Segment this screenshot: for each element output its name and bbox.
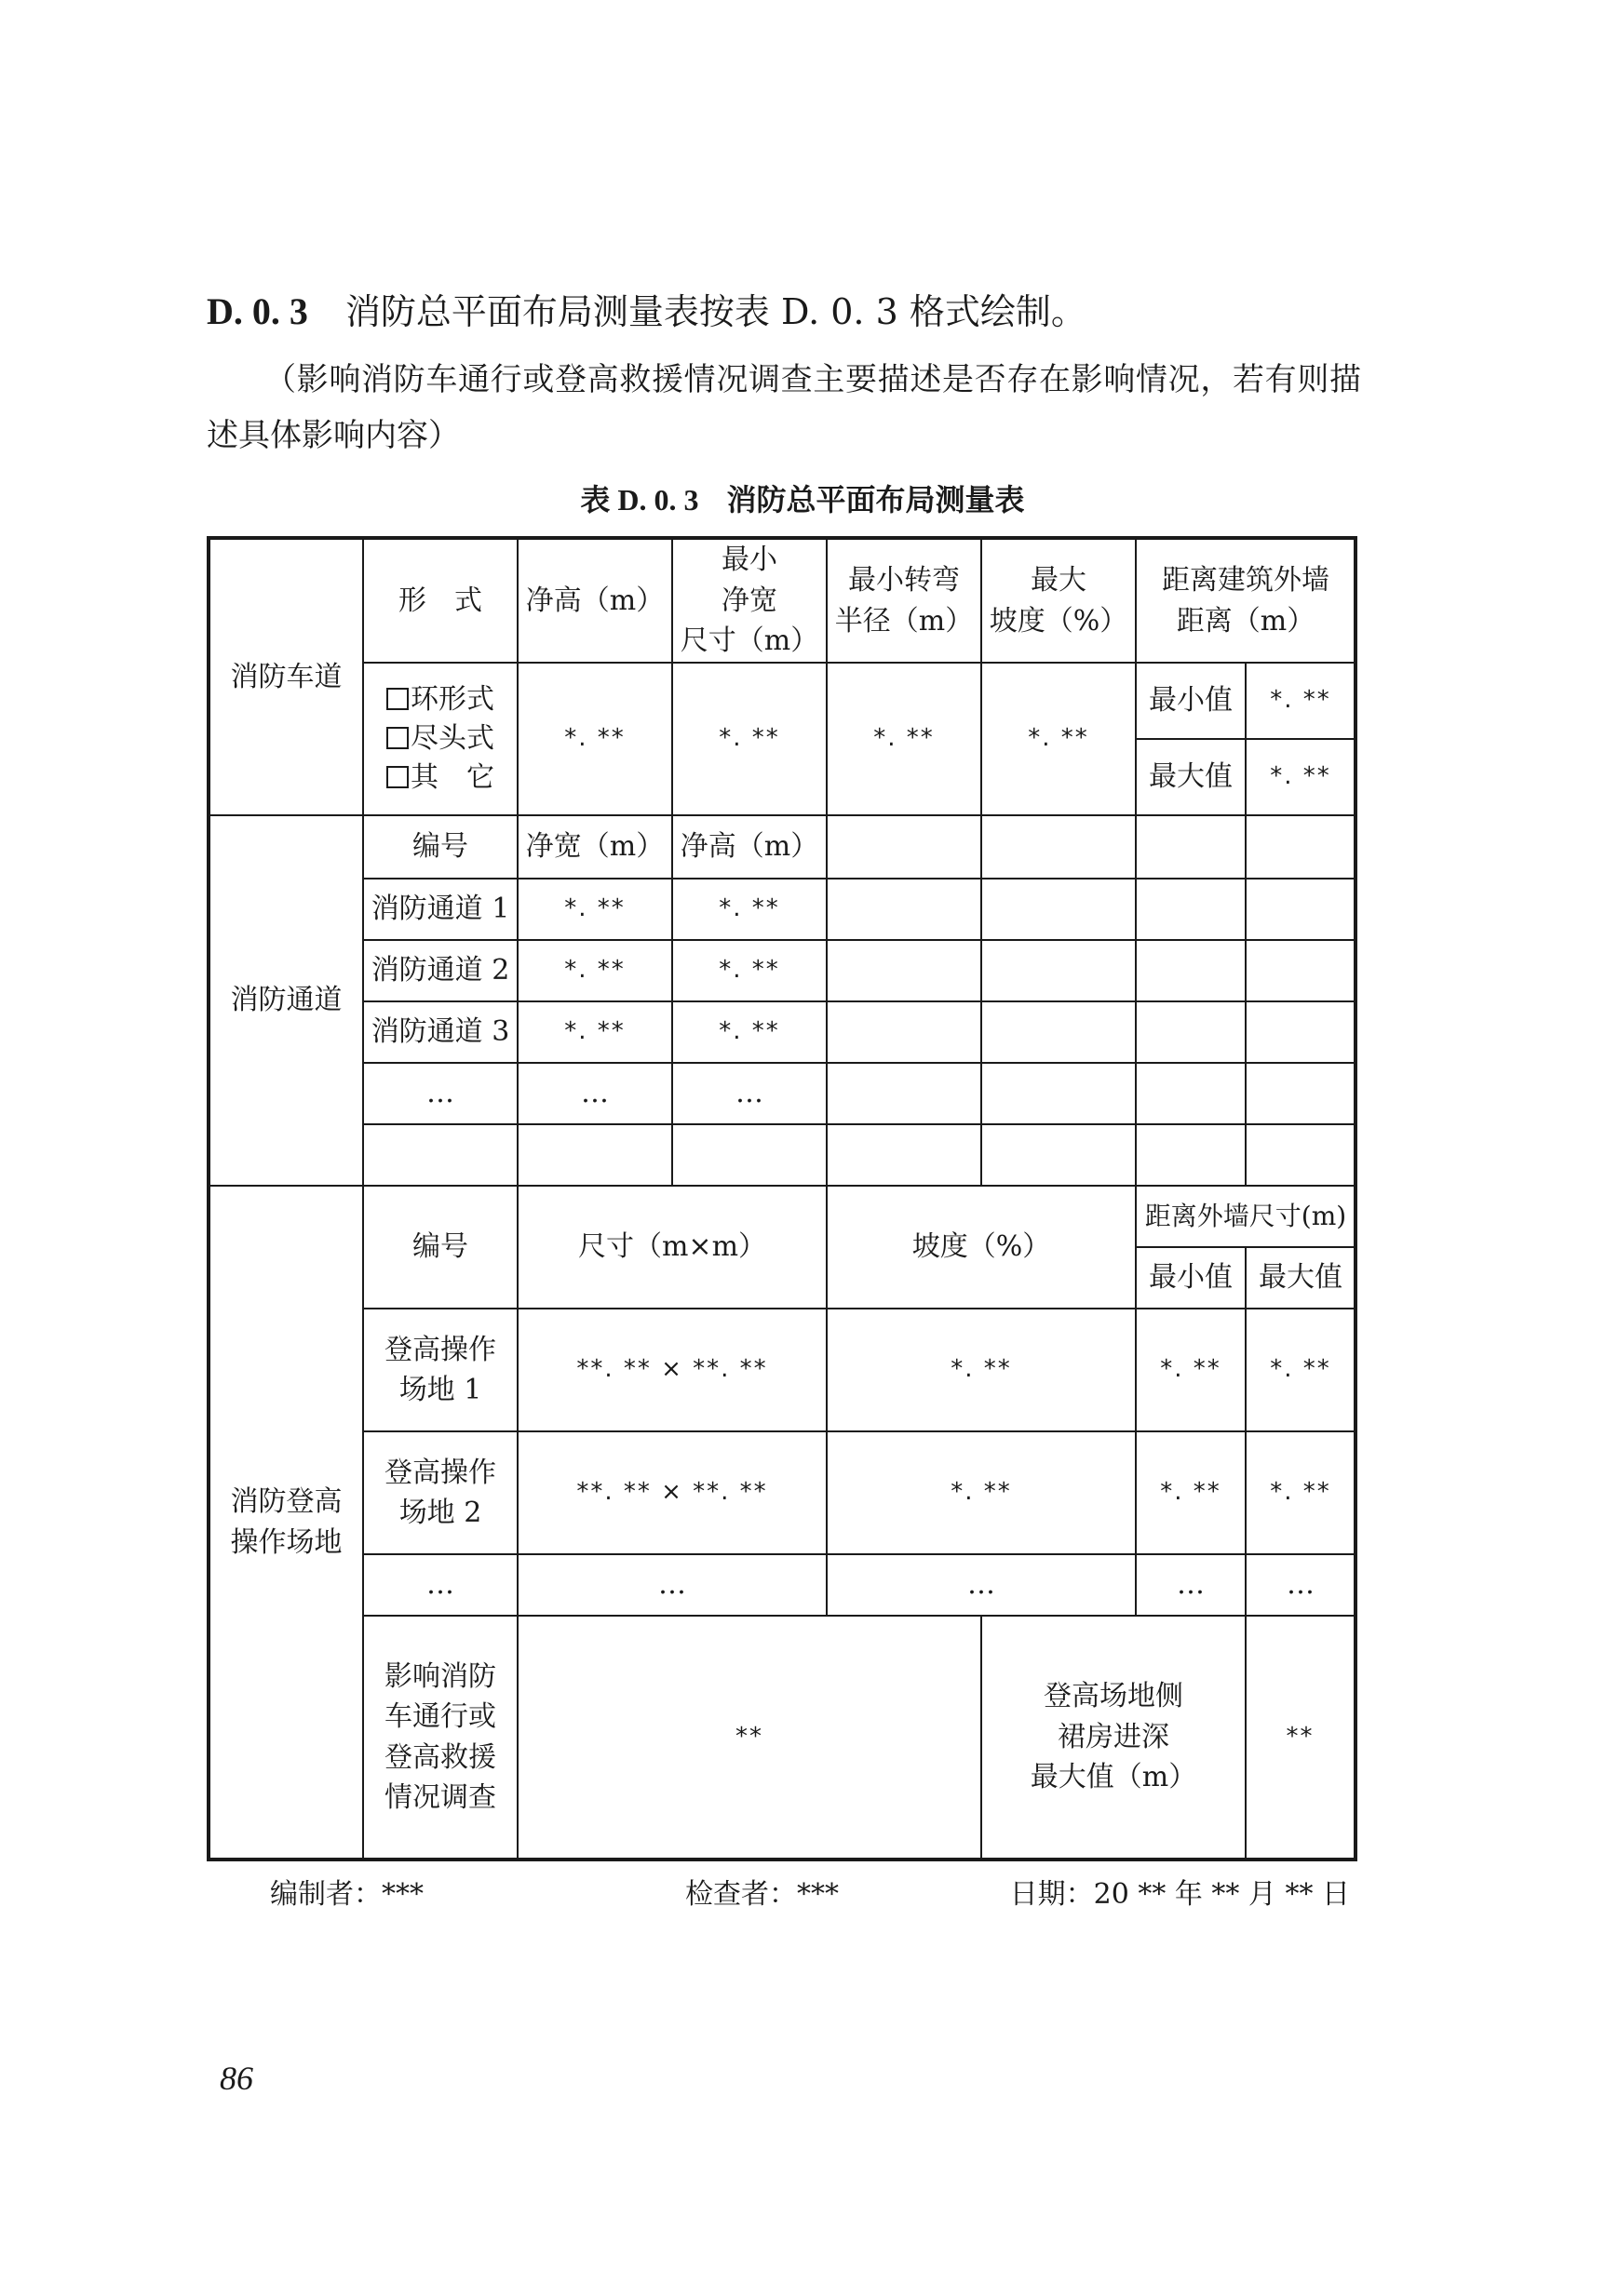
site-header-wall-distance: 距离外墙尺寸(m) — [1136, 1186, 1355, 1247]
header-wall-distance-line1: 距离建筑外墙 — [1162, 564, 1329, 597]
empty-cell — [1246, 940, 1355, 1001]
site-ellipsis: … — [1136, 1554, 1246, 1616]
empty-cell — [518, 1124, 672, 1186]
site-header-id: 编号 — [363, 1186, 518, 1309]
header-min-width-line1: 最小 — [722, 544, 777, 577]
site-id-line1: 登高操作 — [384, 1456, 496, 1489]
empty-cell — [981, 940, 1136, 1001]
empty-cell — [827, 815, 981, 879]
site-slope: *. ** — [827, 1431, 1136, 1554]
header-min-width — [672, 538, 827, 663]
table-row — [209, 1554, 1355, 1616]
survey-label — [363, 1616, 518, 1860]
site-section-line1: 消防登高 — [230, 1485, 343, 1518]
header-clear-height: 净高（m） — [518, 538, 672, 663]
empty-cell — [1246, 1124, 1355, 1186]
passage-section-label: 消防通道 — [209, 815, 363, 1186]
fire-lane-max-label: 最大值 — [1136, 739, 1246, 815]
checkbox-icon — [386, 727, 409, 749]
site-max: *. ** — [1246, 1309, 1355, 1431]
podium-depth-label-line1: 登高场地侧 — [1044, 1680, 1183, 1713]
site-min: *. ** — [1136, 1431, 1246, 1554]
fire-lane-min-width-value: *. ** — [672, 663, 827, 815]
header-max-slope — [981, 538, 1136, 663]
site-ellipsis: … — [827, 1554, 1136, 1616]
site-min: *. ** — [1136, 1309, 1246, 1431]
empty-cell — [1136, 879, 1246, 940]
header-max-slope-line1: 最大 — [1031, 564, 1086, 597]
empty-cell — [1246, 879, 1355, 940]
header-max-slope-line2: 坡度（%） — [989, 604, 1128, 638]
empty-cell — [1136, 1124, 1246, 1186]
table-row — [209, 1431, 1355, 1554]
empty-cell — [827, 1001, 981, 1063]
header-turn-radius — [827, 538, 981, 663]
podium-depth-label-line3: 最大值（m） — [1030, 1761, 1197, 1794]
survey-table — [207, 536, 1357, 1861]
survey-label-line4: 情况调查 — [384, 1781, 496, 1814]
passage-ellipsis: … — [672, 1063, 827, 1124]
option-other-label: 其 它 — [411, 761, 494, 794]
fire-lane-section-text: 消防车道 — [230, 660, 343, 693]
passage-height: *. ** — [672, 1001, 827, 1063]
passage-height: *. ** — [672, 940, 827, 1001]
checkbox-icon — [386, 688, 409, 710]
clause-text: 消防总平面布局测量表按表 D. 0. 3 格式绘制。 — [344, 291, 1086, 332]
site-header-row-1 — [209, 1186, 1355, 1247]
table-row — [209, 1001, 1355, 1063]
survey-row — [209, 1616, 1355, 1860]
option-ring-label: 环形式 — [411, 683, 494, 716]
passage-id: 消防通道 1 — [363, 879, 518, 940]
passage-height: *. ** — [672, 879, 827, 940]
table-row — [209, 1063, 1355, 1124]
site-header-max: 最大值 — [1246, 1247, 1355, 1309]
site-id-line2: 场地 1 — [398, 1374, 482, 1406]
survey-value: ** — [518, 1616, 981, 1860]
site-id — [363, 1431, 518, 1554]
empty-cell — [981, 1063, 1136, 1124]
empty-cell — [1136, 940, 1246, 1001]
empty-cell — [981, 1001, 1136, 1063]
footer-checker: 检查者：*** — [685, 1878, 839, 1911]
header-min-width-line3: 尺寸（m） — [680, 624, 819, 658]
site-header-slope: 坡度（%） — [827, 1186, 1136, 1309]
empty-cell — [1136, 815, 1246, 879]
fire-lane-slope-value: *. ** — [981, 663, 1136, 815]
fire-lane-min-value: *. ** — [1246, 663, 1355, 739]
passage-id: 消防通道 2 — [363, 940, 518, 1001]
site-section-label — [209, 1186, 363, 1860]
passage-ellipsis: … — [518, 1063, 672, 1124]
site-max: *. ** — [1246, 1431, 1355, 1554]
clause-note: （影响消防车通行或登高救援情况调查主要描述是否存在影响情况，若有则描述具体影响内容） — [207, 361, 1361, 454]
header-turn-radius-line1: 最小转弯 — [848, 564, 960, 597]
passage-header-width: 净宽（m） — [518, 815, 672, 879]
table-row — [209, 940, 1355, 1001]
header-form: 形 式 — [363, 538, 518, 663]
checkbox-icon — [386, 766, 409, 788]
site-id-line2: 场地 2 — [398, 1497, 482, 1529]
clause-heading — [207, 283, 1417, 334]
passage-ellipsis: … — [363, 1063, 518, 1124]
passage-width: *. ** — [518, 879, 672, 940]
table-caption-number: 表 D. 0. 3 — [580, 483, 699, 517]
empty-cell — [1136, 1001, 1246, 1063]
option-dead-end — [368, 719, 513, 759]
option-ring — [368, 680, 513, 719]
clause-number: D. 0. 3 — [207, 290, 308, 332]
site-size: **. ** × **. ** — [518, 1431, 827, 1554]
header-min-width-line2: 净宽 — [722, 584, 777, 617]
passage-width: *. ** — [518, 1001, 672, 1063]
fire-lane-min-row — [209, 663, 1355, 739]
empty-cell — [1246, 815, 1355, 879]
empty-cell — [1136, 1063, 1246, 1124]
option-dead-end-label: 尽头式 — [411, 722, 494, 755]
passage-header-height: 净高（m） — [672, 815, 827, 879]
site-section-line2: 操作场地 — [230, 1525, 343, 1559]
option-other — [368, 759, 513, 798]
table-row — [209, 1124, 1355, 1186]
footer-date: 日期：20 ** 年 ** 月 ** 日 — [1009, 1878, 1350, 1911]
empty-cell — [827, 879, 981, 940]
site-ellipsis: … — [518, 1554, 827, 1616]
fire-lane-max-value: *. ** — [1246, 739, 1355, 815]
site-id-line1: 登高操作 — [384, 1333, 496, 1366]
podium-depth-value: ** — [1246, 1616, 1355, 1860]
empty-cell — [827, 1124, 981, 1186]
fire-lane-header-row — [209, 538, 1355, 663]
fire-lane-min-label: 最小值 — [1136, 663, 1246, 739]
empty-cell — [981, 879, 1136, 940]
site-ellipsis: … — [363, 1554, 518, 1616]
passage-id: 消防通道 3 — [363, 1001, 518, 1063]
site-size: **. ** × **. ** — [518, 1309, 827, 1431]
site-header-min: 最小值 — [1136, 1247, 1246, 1309]
survey-label-line3: 登高救援 — [384, 1740, 496, 1774]
podium-depth-label-line2: 裙房进深 — [1058, 1720, 1169, 1753]
empty-cell — [827, 1063, 981, 1124]
table-caption-title: 消防总平面布局测量表 — [726, 482, 1025, 517]
empty-cell — [1246, 1063, 1355, 1124]
empty-cell — [672, 1124, 827, 1186]
empty-cell — [363, 1124, 518, 1186]
footer-author: 编制者：*** — [270, 1878, 424, 1911]
empty-cell — [1246, 1001, 1355, 1063]
table-row — [209, 879, 1355, 940]
passage-header-id: 编号 — [363, 815, 518, 879]
site-slope: *. ** — [827, 1309, 1136, 1431]
survey-label-line2: 车通行或 — [384, 1700, 496, 1733]
site-ellipsis: … — [1246, 1554, 1355, 1616]
table-caption — [0, 477, 1605, 519]
podium-depth-label — [981, 1616, 1246, 1860]
fire-lane-turn-radius-value: *. ** — [827, 663, 981, 815]
fire-lane-clear-height-value: *. ** — [518, 663, 672, 815]
site-id — [363, 1309, 518, 1431]
header-wall-distance — [1136, 538, 1355, 663]
page-number: 86 — [220, 2060, 253, 2097]
passage-width: *. ** — [518, 940, 672, 1001]
survey-label-line1: 影响消防 — [384, 1659, 496, 1693]
empty-cell — [827, 940, 981, 1001]
empty-cell — [981, 1124, 1136, 1186]
table-row — [209, 1309, 1355, 1431]
header-wall-distance-line2: 距离（m） — [1176, 604, 1315, 638]
site-header-size: 尺寸（m×m） — [518, 1186, 827, 1309]
header-turn-radius-line2: 半径（m） — [834, 604, 974, 638]
fire-lane-section-label — [209, 538, 363, 815]
passage-header-row — [209, 815, 1355, 879]
empty-cell — [981, 815, 1136, 879]
fire-lane-form-options — [363, 663, 518, 815]
